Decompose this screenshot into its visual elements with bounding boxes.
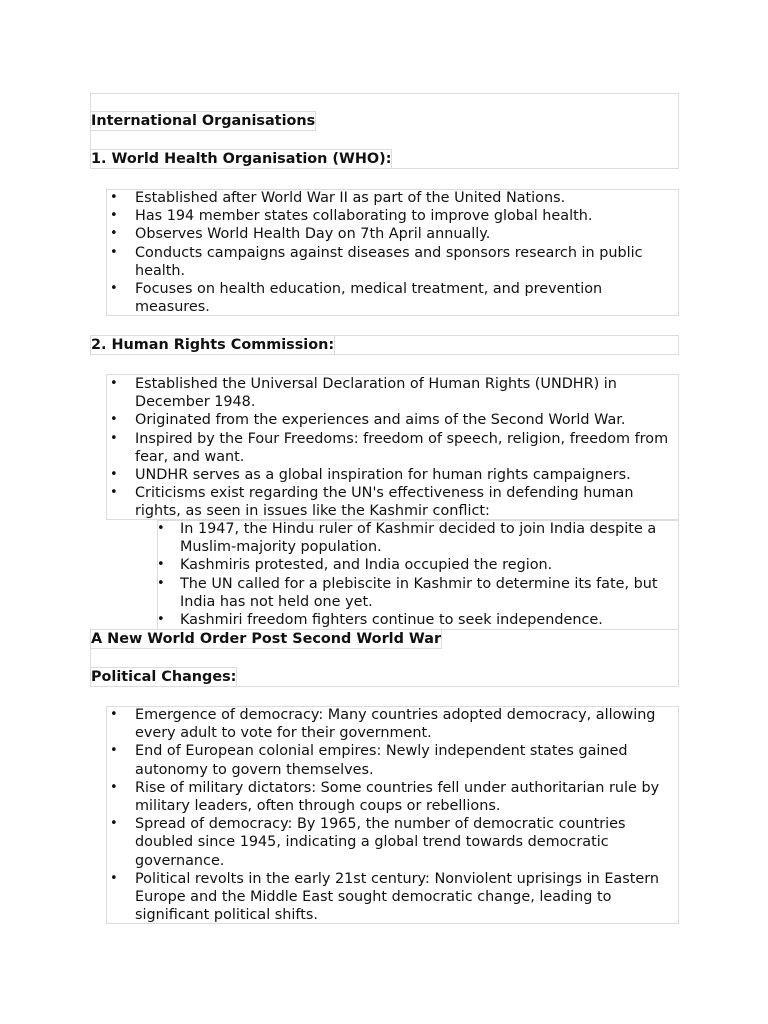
list-item: • End of European colonial empires: Newly independent states gained autonomy to govern themselves. <box>106 742 678 778</box>
list-item: • UNDHR serves as a global inspiration for human rights campaigners. <box>106 466 676 484</box>
list-item: • The UN called for a plebiscite in Kashmir to determine its fate, but India has not held one yet. <box>157 575 675 611</box>
kashmir-list <box>157 520 675 629</box>
list-item: • Political revolts in the early 21st century: Nonviolent uprisings in Eastern Europe and the Middle East sought democratic change, leading to significant political shifts. <box>106 870 678 925</box>
hrc-heading: 2. Human Rights Commission: <box>91 337 335 353</box>
who-list <box>106 189 676 316</box>
list-item: • Established the Universal Declaration of Human Rights (UNDHR) in December 1948. <box>106 375 676 411</box>
list-item: • Originated from the experiences and aims of the Second World War. <box>106 411 676 429</box>
list-item: • Observes World Health Day on 7th April annually. <box>106 225 676 243</box>
list-item: • Spread of democracy: By 1965, the number of democratic countries doubled since 1945, indicating a global trend towards democratic governance. <box>106 815 678 870</box>
list-item: • Inspired by the Four Freedoms: freedom of speech, religion, freedom from fear, and want. <box>106 430 676 466</box>
list-item: • Established after World War II as part of the United Nations. <box>106 189 676 207</box>
list-item: • Kashmiris protested, and India occupied the region. <box>157 556 675 574</box>
list-item: • In 1947, the Hindu ruler of Kashmir decided to join India despite a Muslim-majority population. <box>157 520 675 556</box>
list-item: • Emergence of democracy: Many countries adopted democracy, allowing every adult to vote for their government. <box>106 706 678 742</box>
political-heading: Political Changes: <box>91 669 237 685</box>
list-item: • Focuses on health education, medical treatment, and prevention measures. <box>106 280 676 316</box>
page-title: International Organisations <box>91 113 316 129</box>
list-item: • Criticisms exist regarding the UN's effectiveness in defending human rights, as seen in issues like the Kashmir conflict: <box>106 484 676 520</box>
hrc-list <box>106 375 676 521</box>
list-item: • Conducts campaigns against diseases and sponsors research in public health. <box>106 244 676 280</box>
list-item: • Has 194 member states collaborating to improve global health. <box>106 207 676 225</box>
political-list <box>106 706 678 924</box>
list-item: • Kashmiri freedom fighters continue to seek independence. <box>157 611 675 629</box>
list-item: • Rise of military dictators: Some countries fell under authoritarian rule by military leaders, often through coups or rebellions. <box>106 779 678 815</box>
nwo-heading: A New World Order Post Second World War <box>91 631 442 647</box>
who-heading: 1. World Health Organisation (WHO): <box>91 151 392 167</box>
